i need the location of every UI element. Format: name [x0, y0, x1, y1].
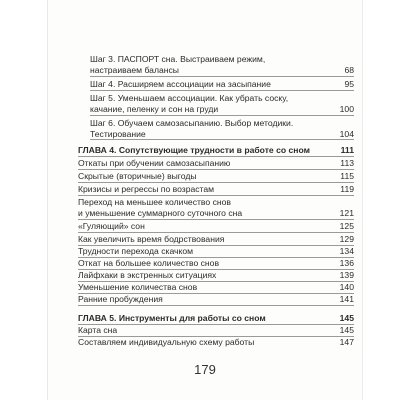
toc-entry-title: Ранние пробуждения	[78, 294, 163, 304]
toc-entry-title: Шаг 4. Расширяем ассоциации на засыпание	[90, 79, 271, 89]
toc-entry-page: 134	[339, 246, 354, 256]
toc-entry-page: 125	[339, 221, 354, 231]
toc-entry-page: 68	[344, 65, 354, 75]
toc-entry-title: Переход на меньшее количество снов	[78, 197, 231, 207]
toc-entry-title-cont: и уменьшение суммарного суточного сна	[78, 208, 243, 218]
book-page	[48, 0, 362, 400]
toc-divider	[78, 169, 354, 170]
toc-entry-page: 147	[339, 337, 354, 347]
toc-entry-page: 115	[340, 171, 354, 181]
toc-entry-page: 95	[344, 79, 354, 89]
toc-divider	[78, 219, 354, 220]
toc-divider	[90, 90, 354, 91]
toc-entry-page: 100	[339, 104, 354, 114]
toc-chapter-title: ГЛАВА 4. Сопутствующие трудности в работе со сном	[78, 145, 310, 155]
toc-entry-page: 129	[339, 234, 354, 244]
toc-entry-page: 119	[340, 184, 354, 194]
toc-entry-title: Составляем индивидуальную схему работы	[78, 337, 255, 347]
toc-entry-title-cont: Тестирование	[90, 129, 146, 139]
toc-entry-title: Как увеличить время бодрствования	[78, 234, 225, 244]
toc-entry-title-cont: настраиваем балансы	[90, 65, 179, 75]
toc-entry-title: Шаг 6. Обучаем самозасыпанию. Выбор методики.	[90, 118, 294, 128]
toc-entry-page: 141	[339, 294, 354, 304]
toc-divider	[78, 156, 354, 157]
toc-entry-page: 121	[339, 208, 354, 218]
toc-divider	[78, 182, 354, 183]
page-number: 179	[194, 362, 216, 377]
toc-chapter-page: 145	[339, 313, 354, 323]
toc-divider	[78, 305, 354, 306]
toc-entry-page: 104	[339, 129, 354, 139]
toc-entry-title: Откаты при обучении самозасыпанию	[78, 158, 231, 168]
toc-divider	[90, 76, 354, 77]
toc-entry-title: Откат на большее количество снов	[78, 258, 220, 268]
toc-entry-title: Шаг 3. ПАСПОРТ сна. Выстраиваем режим,	[90, 54, 266, 64]
toc-divider	[90, 115, 354, 116]
toc-entry-title: Лайфхаки в экстренных ситуациях	[78, 270, 217, 280]
toc-divider	[78, 324, 354, 325]
toc-entry-title-cont: качание, пеленку и сон на груди	[90, 104, 219, 114]
toc-divider	[90, 139, 354, 140]
toc-entry-page: 136	[339, 258, 354, 268]
toc-entry-page: 113	[340, 158, 354, 168]
toc-entry-title: Трудности перехода скачком	[78, 246, 194, 256]
toc-entry-title: Шаг 5. Уменьшаем ассоциации. Как убрать соску,	[90, 93, 289, 103]
toc-divider	[78, 195, 354, 196]
toc-entry-page: 140	[339, 282, 354, 292]
toc-entry-title: Скрытые (вторичные) выгоды	[78, 171, 197, 181]
toc-entry-title: Кризисы и регрессы по возрастам	[78, 184, 215, 194]
toc-entry-page: 139	[339, 270, 354, 280]
toc-entry-title: «Гуляющий» сон	[78, 221, 145, 231]
toc-entry-title: Уменьшение количества снов	[78, 282, 198, 292]
toc-divider	[78, 232, 354, 233]
toc-entry-page: 145	[339, 325, 354, 335]
toc-entry-title: Карта сна	[78, 325, 118, 335]
toc-chapter-title: ГЛАВА 5. Инструменты для работы со сном	[78, 313, 266, 323]
toc-chapter-page: 111	[340, 145, 354, 155]
